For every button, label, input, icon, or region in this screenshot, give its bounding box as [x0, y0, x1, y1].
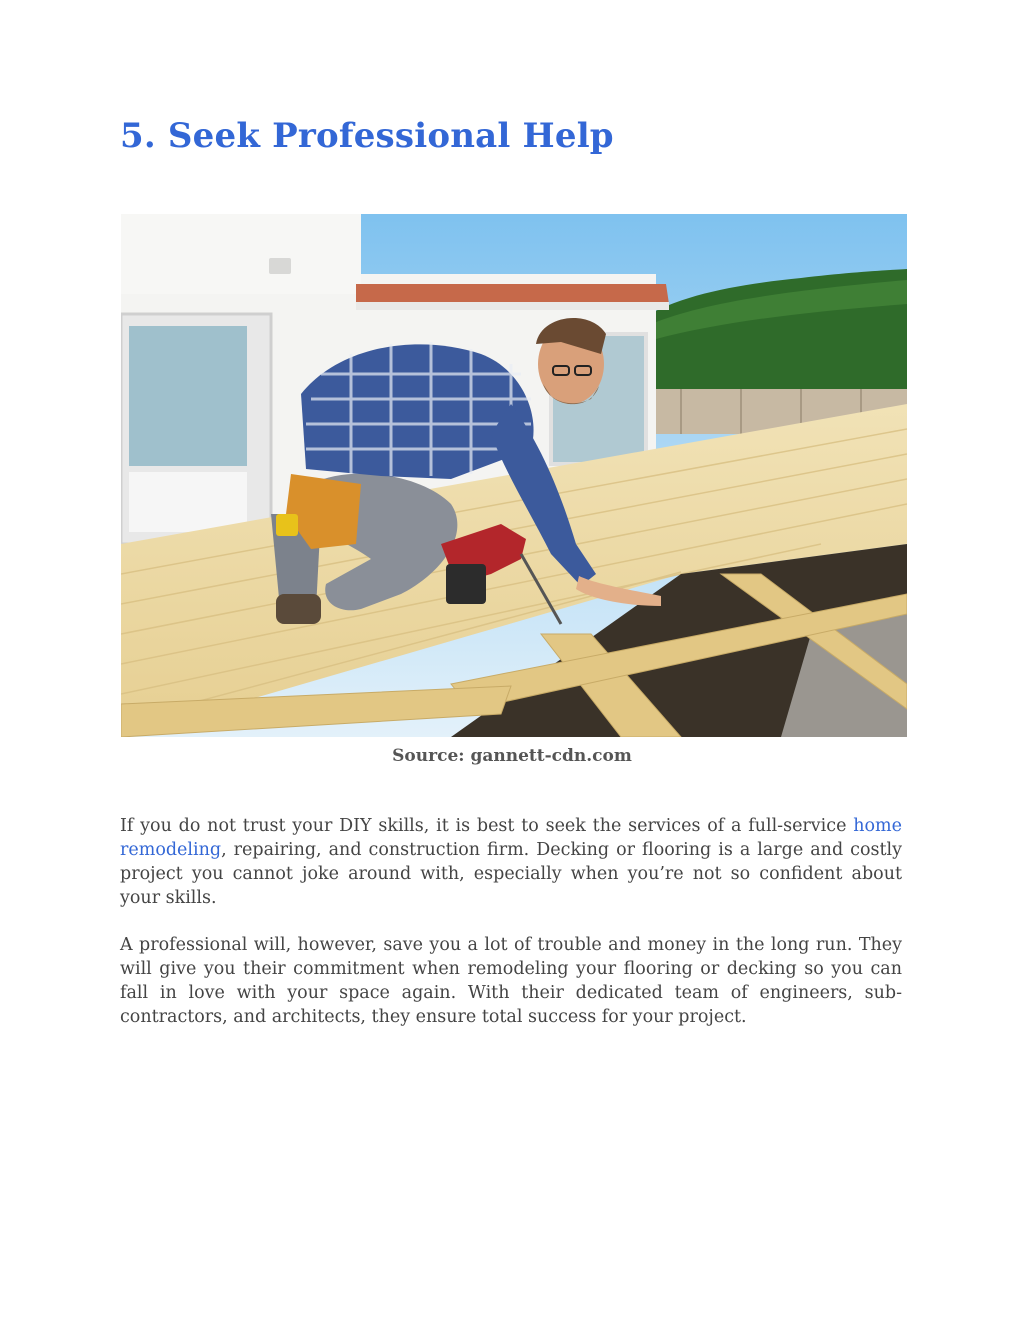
paragraph-professional: A professional will, however, save you a lot of trouble and money in the long run. They will give you their commitment when remodeling your flooring or decking so you can fall in love with your space again. With their dedicated team of engineers, sub-contractors, and architects, they ensure total success for your project. — [120, 935, 902, 1027]
paragraph-intro-text-after-link: , repairing, and construction firm. Decking or flooring is a large and costly project you cannot joke around with, especially when you’re not so confident about your skills. — [120, 840, 902, 908]
image-caption: Source: gannett-cdn.com — [392, 746, 632, 766]
page-heading: 5. Seek Professional Help — [120, 116, 614, 156]
home-remodeling-link[interactable]: home remodeling — [120, 816, 902, 860]
paragraph-intro-text-before-link: If you do not trust your DIY skills, it is best to seek the services of a full-service — [120, 816, 854, 836]
deck-photo-illustration — [121, 214, 907, 737]
deck-photo — [121, 214, 907, 737]
paragraph-intro — [120, 814, 902, 910]
